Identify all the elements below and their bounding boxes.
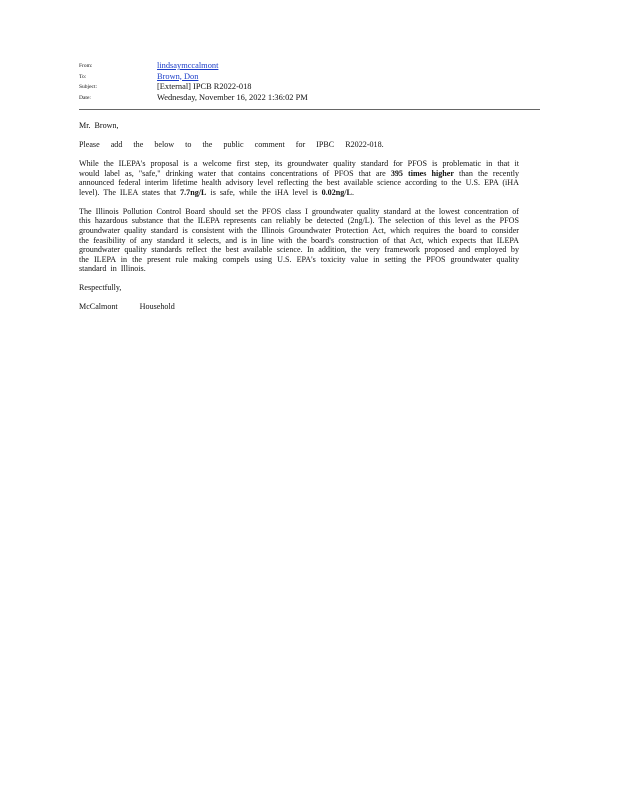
salutation: Mr. Brown, (79, 121, 119, 130)
from-link[interactable]: lindsaymccalmont (157, 61, 219, 70)
closing: Respectfully, (79, 283, 122, 293)
subject-row (79, 82, 539, 93)
paragraph-3: The Illinois Pollution Control Board should set the PFOS class I groundwater quality standard at the lowest concentration of this hazardous substance that the ILEPA represents can reliably be detected (2ng/L). The selection of this level as the PFOS groundwater quality standard is consistent with the Illinois Groundwater Protection Act, which requires the board to consider the feasibility of any standard it selects, and is in line with the board's construction of that Act, which expects that ILEPA groundwater quality standards reflect the best available science. In addition, the very framework proposed and employed by the ILEPA in the present rule making compels using U.S. EPA's toxicity value in setting the PFOS groundwater quality standard in Illinois. (79, 206, 519, 274)
paragraph-2-text-a: While the ILEPA's proposal is a welcome first step, its groundwater quality standard for PFOS is problematic in that it would label as, "safe," drinking water that contains concentrations of PFOS that are (79, 158, 519, 178)
signature-second: Household (139, 302, 175, 312)
paragraph-2-text-c: than the recently announced federal interim lifetime health advisory level reflecting the best available science according to the U.S. EPA (iHA level). The ILEA states that (79, 168, 519, 197)
paragraph-2-bold-iha-level: 0.02ng/L (321, 187, 352, 197)
paragraph-2-bold-ilea-level: 7.7ng/L (180, 187, 207, 197)
signature-first: McCalmont (79, 302, 118, 312)
header-divider (79, 109, 540, 110)
email-header (79, 61, 539, 103)
date-value: Wednesday, November 16, 2022 1:36:02 PM (157, 92, 308, 102)
to-row (79, 72, 539, 83)
from-row (79, 61, 539, 72)
from-label: From: (79, 63, 93, 69)
paragraph-1: Please add the below to the public comment for IPBC R2022-018. (79, 139, 384, 149)
paragraph-2-bold-times: 395 times higher (390, 168, 454, 178)
to-link[interactable]: Brown, Don (157, 71, 199, 81)
paragraph-2-text-e: is safe, while the iHA level is (206, 187, 322, 197)
date-row (79, 93, 539, 104)
subject-label: Subject: (79, 84, 98, 90)
subject-value: [External] IPCB R2022-018 (157, 82, 252, 91)
date-label: Date: (79, 94, 91, 101)
paragraph-2-text-g: . (351, 187, 354, 197)
signature (79, 302, 519, 312)
email-body (79, 121, 519, 321)
paragraph-2 (79, 159, 519, 197)
to-label: To: (79, 73, 87, 80)
